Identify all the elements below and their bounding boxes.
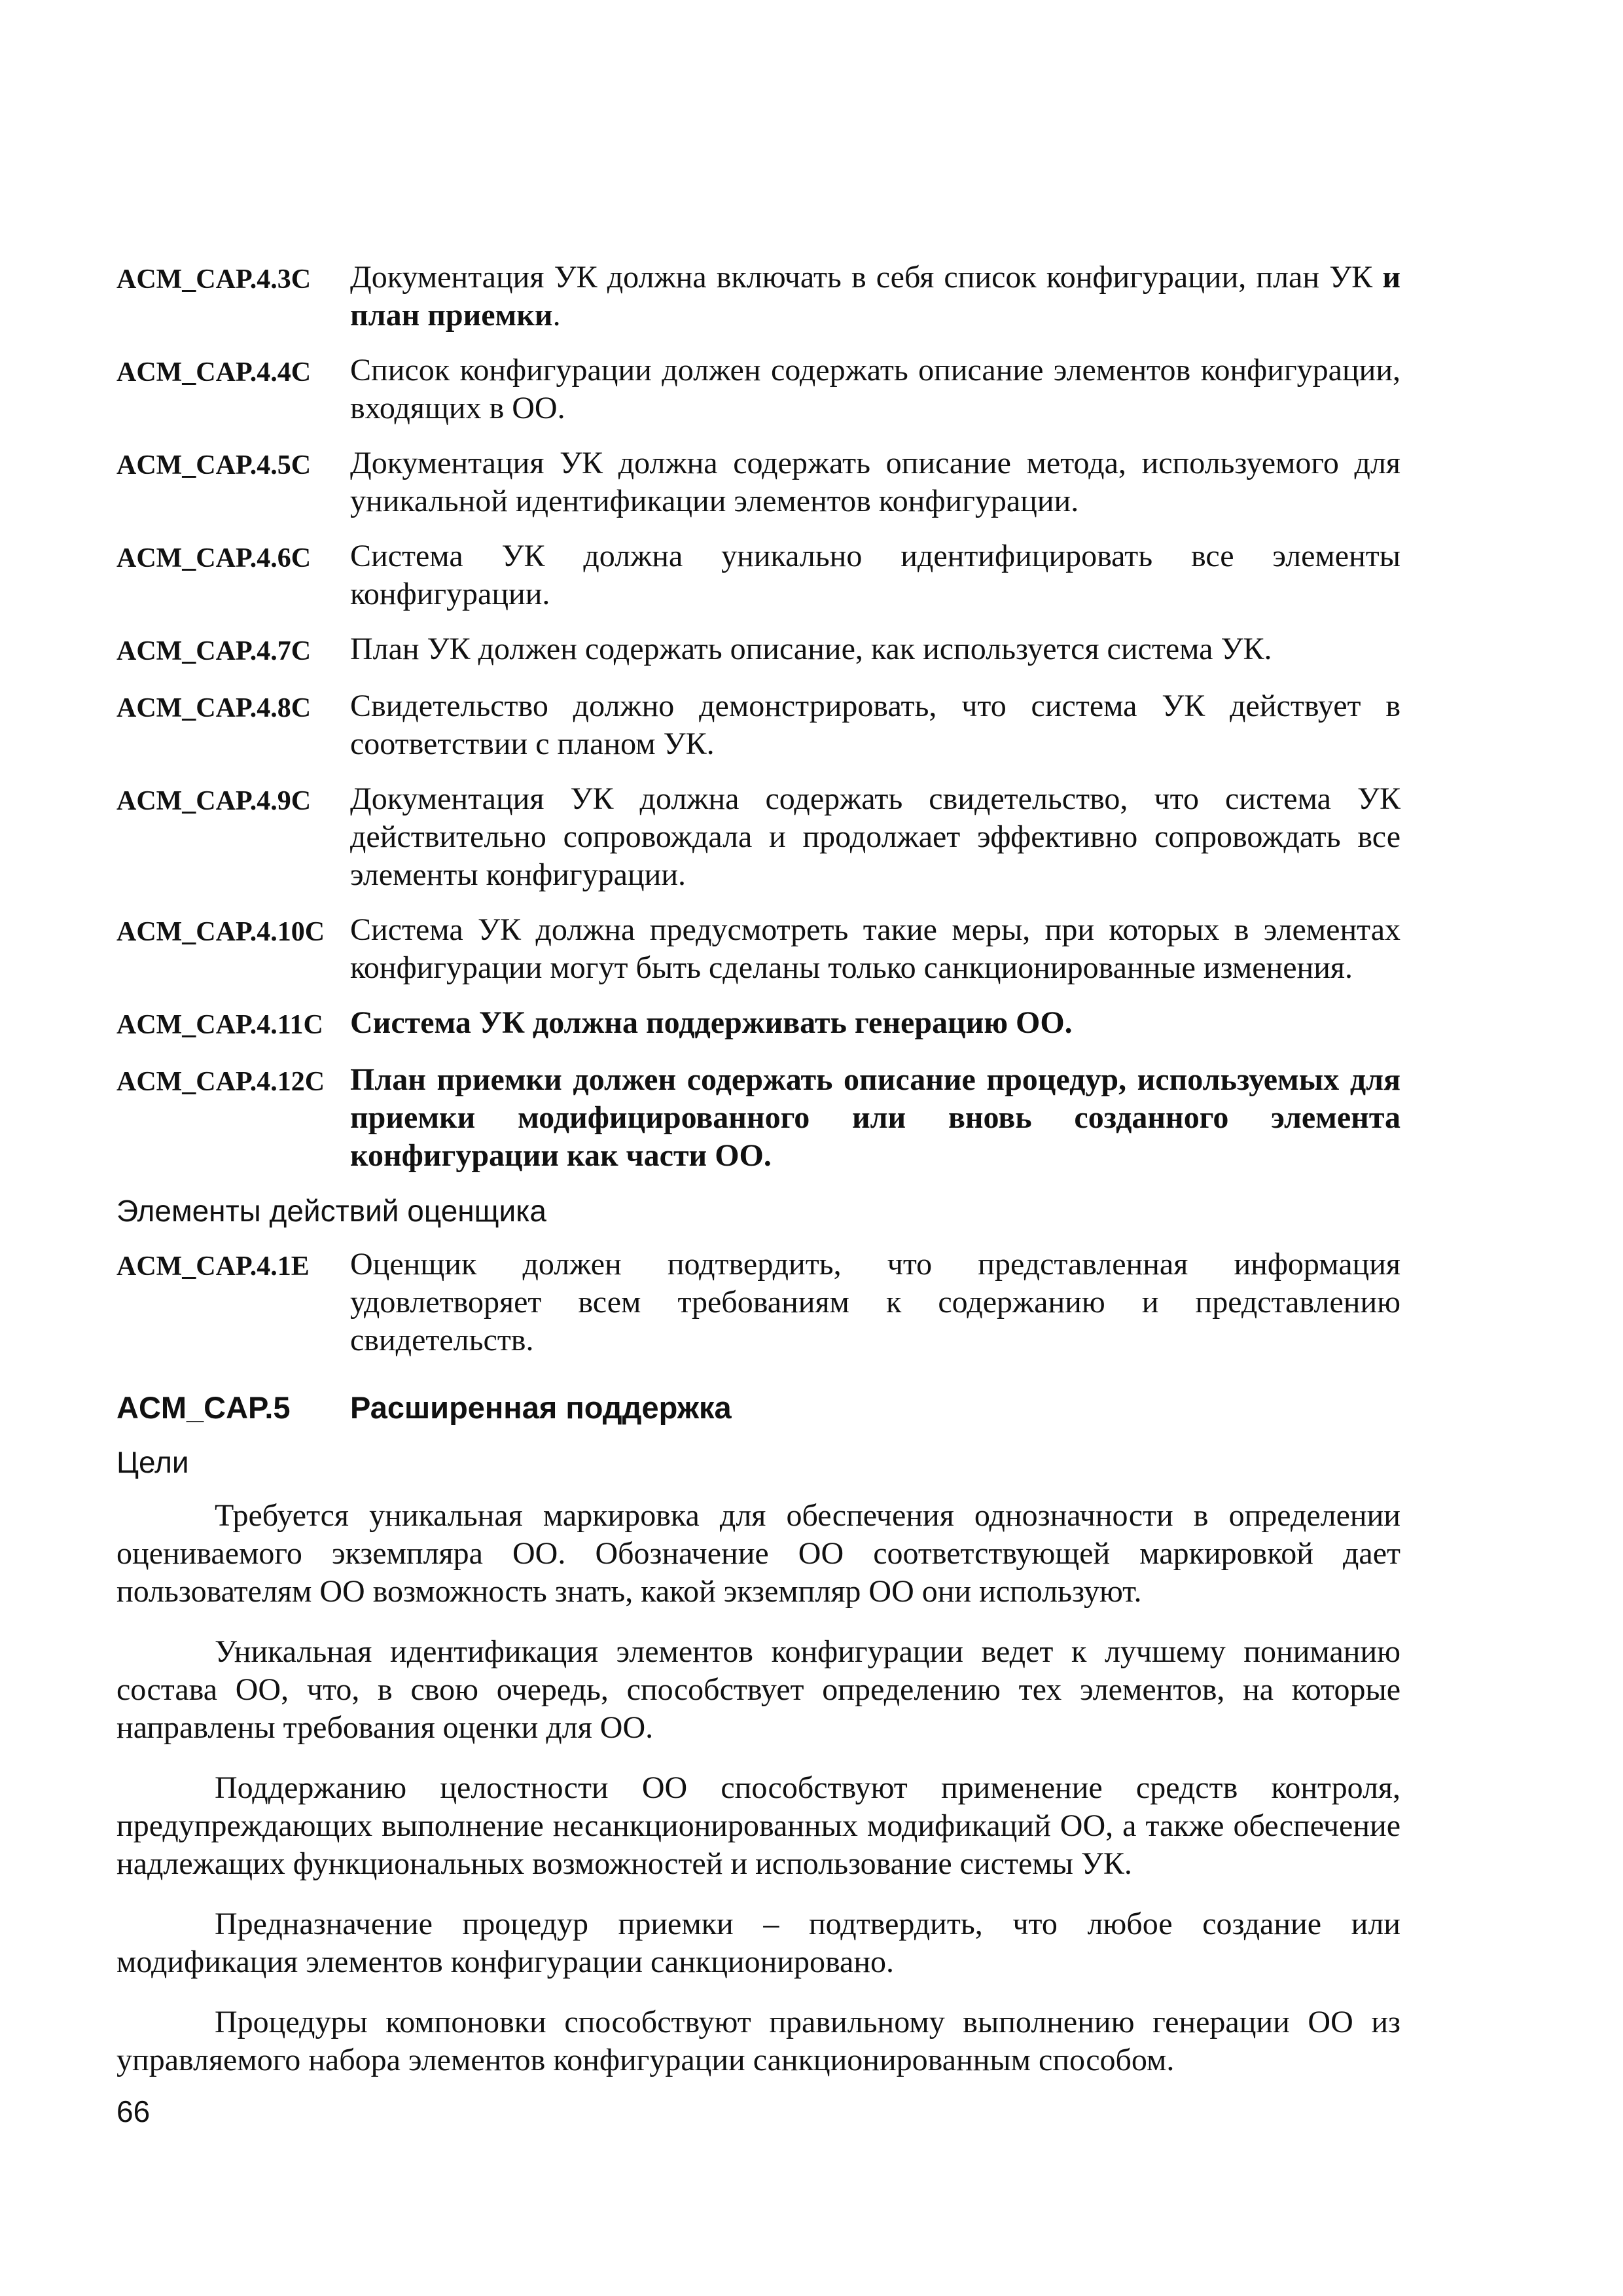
requirement-text-bold: и план приемки <box>350 260 1401 332</box>
requirement-code: ACM_CAP.4.8C <box>116 693 312 723</box>
requirement-item <box>116 630 1400 670</box>
evaluator-requirement-item <box>116 1246 1400 1359</box>
requirement-item <box>116 351 1400 427</box>
requirement-item <box>116 259 1400 334</box>
requirement-text-tail: . <box>552 298 561 332</box>
requirement-text: План УК должен содержать описание, как используется система УК. <box>350 632 1272 666</box>
requirement-item <box>116 1004 1400 1044</box>
requirement-text: Свидетельство должно демонстрировать, что система УК действует в соответствии с планом УК. <box>350 689 1400 761</box>
requirement-code: ACM_CAP.4.12C <box>116 1067 325 1097</box>
requirement-code: ACM_CAP.4.9C <box>116 786 312 816</box>
body-paragraph: Поддержанию целостности ОО способствуют применение средств контроля, предупреждающих выполнение несанкционированных модификаций ОО, а также обеспечение надлежащих функциональных возможностей и использование системы УК. <box>116 1770 1400 1881</box>
requirement-code: ACM_CAP.4.3C <box>116 264 312 295</box>
requirement-text: План приемки должен содержать описание процедур, используемых для приемки модифицированного или вновь созданного элемента конфигурации как части ОО. <box>350 1062 1400 1173</box>
requirement-code: ACM_CAP.4.1E <box>116 1251 310 1282</box>
requirement-text: Система УК должна поддерживать генерацию ОО. <box>350 1005 1073 1040</box>
page-content <box>116 259 1400 2102</box>
goals-heading: Цели <box>116 1445 189 1479</box>
requirement-text: Список конфигурации должен содержать описание элементов конфигурации, входящих в ОО. <box>350 353 1400 425</box>
requirement-code: ACM_CAP.4.5C <box>116 450 312 480</box>
requirement-item <box>116 444 1400 520</box>
requirement-code: ACM_CAP.4.7C <box>116 636 312 666</box>
requirement-item <box>116 687 1400 763</box>
body-paragraph: Процедуры компоновки способствуют правильному выполнению генерации ОО из управляемого набора элементов конфигурации санкционированным способом. <box>116 2005 1400 2077</box>
body-paragraph: Предназначение процедур приемки – подтвердить, что любое создание или модификация элементов конфигурации санкционировано. <box>116 1907 1400 1979</box>
body-paragraph: Уникальная идентификация элементов конфигурации ведет к лучшему пониманию состава ОО, что, в свою очередь, способствует определению тех элементов, на которые направлены требования оценки для ОО. <box>116 1634 1400 1745</box>
evaluator-actions-heading: Элементы действий оценщика <box>116 1194 546 1228</box>
requirement-item <box>116 780 1400 894</box>
section-heading <box>116 1388 1400 1427</box>
requirement-text: Документация УК должна содержать свидетельство, что система УК действительно сопровождала и продолжает эффективно сопровождать все элементы конфигурации. <box>350 781 1400 892</box>
body-paragraph: Требуется уникальная маркировка для обеспечения однозначности в определении оцениваемого экземпляра ОО. Обозначение ОО соответствующей маркировкой дает пользователям ОО возможность знать, какой экземпляр ОО они используют. <box>116 1498 1400 1609</box>
requirement-text: Оценщик должен подтвердить, что представленная информация удовлетворяет всем требованиям к содержанию и представлению свидетельств. <box>350 1247 1400 1357</box>
requirement-code: ACM_CAP.4.4C <box>116 357 312 387</box>
requirement-text-regular: Документация УК должна включать в себя список конфигурации, план УК <box>350 260 1373 295</box>
section-title: Расширенная поддержка <box>350 1390 732 1425</box>
section-code: ACM_CAP.5 <box>116 1390 291 1425</box>
requirement-item <box>116 911 1400 987</box>
requirement-text <box>350 259 1400 334</box>
requirement-code: ACM_CAP.4.11C <box>116 1010 323 1040</box>
requirement-text: Система УК должна предусмотреть такие меры, при которых в элементах конфигурации могут быть сделаны только санкционированные изменения. <box>350 912 1400 985</box>
requirement-text: Документация УК должна содержать описание метода, используемого для уникальной идентификации элементов конфигурации. <box>350 446 1400 518</box>
requirement-item <box>116 1061 1400 1175</box>
requirement-code: ACM_CAP.4.10C <box>116 917 325 947</box>
requirement-text: Система УК должна уникально идентифицировать все элементы конфигурации. <box>350 539 1400 611</box>
page-number: 66 <box>116 2094 151 2128</box>
requirement-code: ACM_CAP.4.6C <box>116 543 312 573</box>
requirement-item <box>116 537 1400 613</box>
